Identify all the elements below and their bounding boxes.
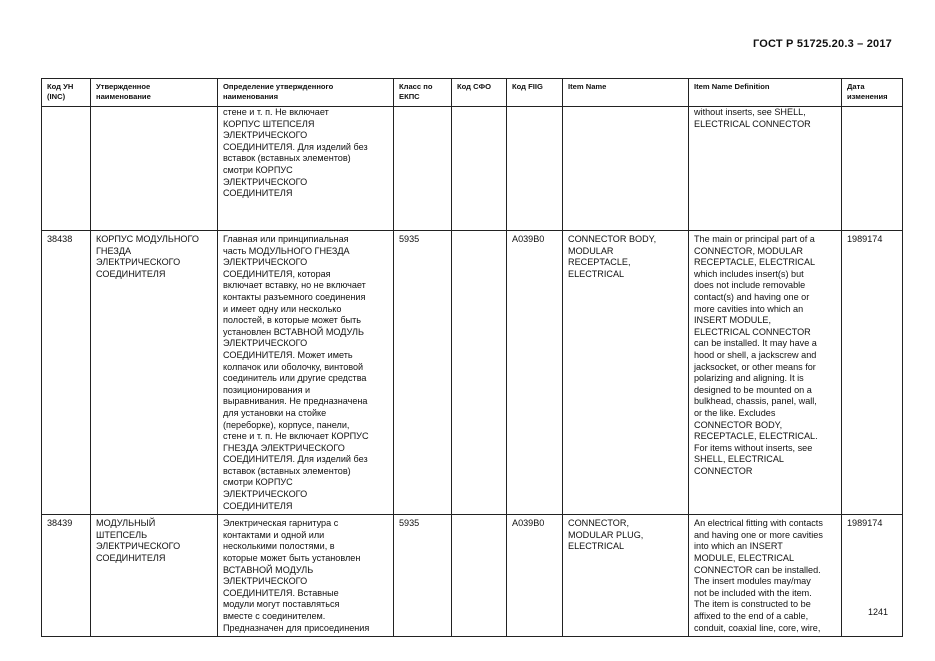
cell-inc: 38439 [42, 515, 91, 637]
cell-definition: Электрическая гарнитура с контактами и одной или несколькими полостями, в которые может быть установлен ВСТАВНОЙ МОДУЛЬ ЭЛЕКТРИЧЕСКОГО СОЕДИНИТЕЛЯ. Вставные модули могут поставляться вместе с соединителем. Предназначен для присоединения [218, 515, 394, 637]
cell-sfo [452, 107, 507, 231]
cell-sfo [452, 515, 507, 637]
cell-fiig [507, 107, 563, 231]
column-header-sfo: Код СФО [452, 79, 507, 107]
nomenclature-table [41, 78, 903, 637]
column-header-class: Класс по ЕКПС [394, 79, 452, 107]
cell-date: 1989174 [842, 231, 903, 515]
table-row [42, 231, 903, 515]
column-header-inc: Код УН (INC) [42, 79, 91, 107]
cell-item-definition: The main or principal part of a CONNECTOR, MODULAR RECEPTACLE, ELECTRICAL which includes insert(s) but does not include removable contact(s) and having one or more cavities into which an INSERT MODULE, ELECTRICAL CONNECTOR can be installed. It may have a hood or shell, a jackscrew and jacksocket, or other means for polarizing and aligning. It is designed to be mounted on a bulkhead, chassis, panel, wall, or the like. Excludes CONNECTOR BODY, RECEPTACLE, ELECTRICAL. For items without inserts, see SHELL, ELECTRICAL CONNECTOR [689, 231, 842, 515]
column-header-item-name: Item Name [563, 79, 689, 107]
cell-inc: 38438 [42, 231, 91, 515]
table-row [42, 107, 903, 231]
column-header-item-definition: Item Name Definition [689, 79, 842, 107]
cell-definition: Главная или принципиальная часть МОДУЛЬНОГО ГНЕЗДА ЭЛЕКТРИЧЕСКОГО СОЕДИНИТЕЛЯ, которая включает вставку, но не включает контакты разъемного соединения и имеет одну или несколько полостей, в которые может быть установлен ВСТАВНОЙ МОДУЛЬ ЭЛЕКТРИЧЕСКОГО СОЕДИНИТЕЛЯ. Может иметь колпачок или оболочку, винтовой соединитель или другие средства позиционирования и выравнивания. Не предназначена для установки на стойке (переборке), корпусе, панели, стене и т. п. Не включает КОРПУС ГНЕЗДА ЭЛЕКТРИЧЕСКОГО СОЕДИНИТЕЛЯ. Для изделий без вставок (вставных элементов) смотри КОРПУС ЭЛЕКТРИЧЕСКОГО СОЕДИНИТЕЛЯ [218, 231, 394, 515]
cell-approved-name: КОРПУС МОДУЛЬНОГО ГНЕЗДА ЭЛЕКТРИЧЕСКОГО СОЕДИНИТЕЛЯ [91, 231, 218, 515]
cell-fiig: A039B0 [507, 515, 563, 637]
column-header-date: Дата изменения [842, 79, 903, 107]
cell-date [842, 107, 903, 231]
table-header-row [42, 79, 903, 107]
cell-definition: стене и т. п. Не включает КОРПУС ШТЕПСЕЛЯ ЭЛЕКТРИЧЕСКОГО СОЕДИНИТЕЛЯ. Для изделий без вставок (вставных элементов) смотри КОРПУС ЭЛЕКТРИЧЕСКОГО СОЕДИНИТЕЛЯ [218, 107, 394, 231]
column-header-fiig: Код FIIG [507, 79, 563, 107]
cell-item-name: CONNECTOR, MODULAR PLUG, ELECTRICAL [563, 515, 689, 637]
cell-item-definition: An electrical fitting with contacts and having one or more cavities into which an INSERT MODULE, ELECTRICAL CONNECTOR can be installed. The insert modules may/may not be included with the item. The item is constructed to be affixed to the end of a cable, conduit, coaxial line, core, wire, [689, 515, 842, 637]
cell-item-name [563, 107, 689, 231]
cell-approved-name [91, 107, 218, 231]
cell-class: 5935 [394, 231, 452, 515]
document-title: ГОСТ Р 51725.20.3 – 2017 [752, 38, 892, 50]
cell-class: 5935 [394, 515, 452, 637]
column-header-definition: Определение утвержденного наименования [218, 79, 394, 107]
page-number: 1241 [867, 607, 888, 617]
column-header-approved-name: Утвержденное наименование [91, 79, 218, 107]
cell-date: 1989174 [842, 515, 903, 637]
cell-fiig: A039B0 [507, 231, 563, 515]
cell-item-definition: without inserts, see SHELL, ELECTRICAL CONNECTOR [689, 107, 842, 231]
cell-class [394, 107, 452, 231]
cell-approved-name: МОДУЛЬНЫЙ ШТЕПСЕЛЬ ЭЛЕКТРИЧЕСКОГО СОЕДИНИТЕЛЯ [91, 515, 218, 637]
cell-inc [42, 107, 91, 231]
table-row [42, 515, 903, 637]
cell-sfo [452, 231, 507, 515]
cell-item-name: CONNECTOR BODY, MODULAR RECEPTACLE, ELECTRICAL [563, 231, 689, 515]
